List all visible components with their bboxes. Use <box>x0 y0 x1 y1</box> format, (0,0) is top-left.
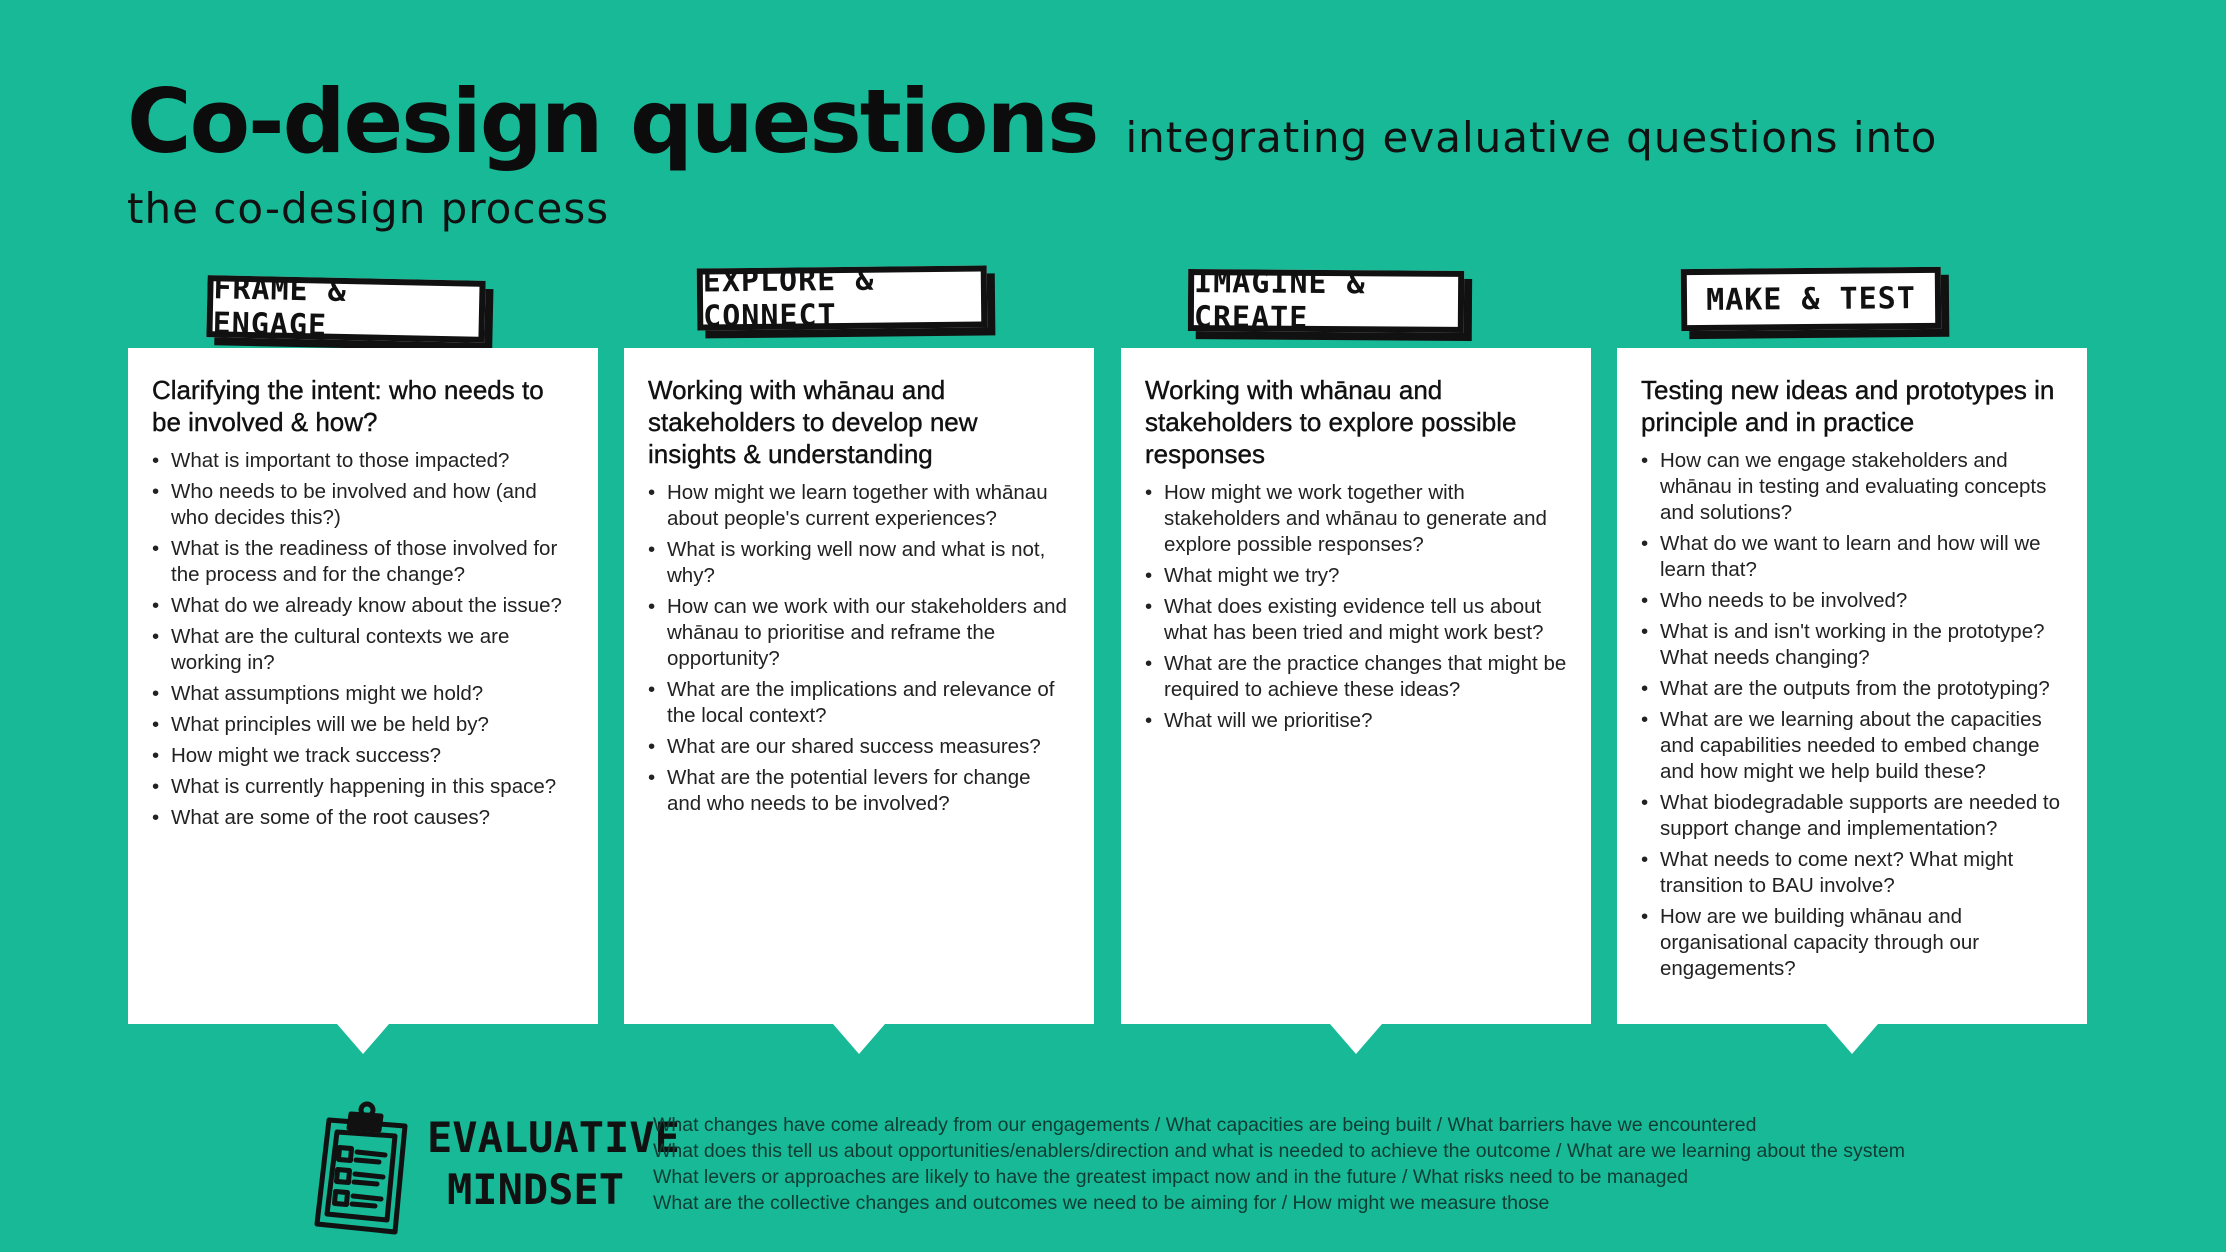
page-subtitle-part2: the co-design process <box>127 184 610 233</box>
question-item: • What assumptions might we hold? <box>152 681 574 707</box>
question-list <box>152 448 574 831</box>
question-item: • What does existing evidence tell us about what has been tried and might work best? <box>1145 594 1567 646</box>
question-item: • How can we engage stakeholders and whānau in testing and evaluating concepts and solutions? <box>1641 448 2063 526</box>
question-item: • How might we track success? <box>152 743 574 769</box>
card-heading: Testing new ideas and prototypes in principle and in practice <box>1641 375 2055 437</box>
question-item: • What will we prioritise? <box>1145 708 1567 734</box>
label-line-1: EVALUATIVE <box>427 1113 680 1162</box>
question-item: • How are we building whānau and organisational capacity through our engagements? <box>1641 904 2063 982</box>
question-item: • Who needs to be involved? <box>1641 588 2063 614</box>
evaluative-question-line: What does this tell us about opportunities/enablers/direction and what is needed to achieve the outcome / What are we learning about the system <box>653 1140 1905 1162</box>
card-heading: Clarifying the intent: who needs to be involved & how? <box>152 375 544 437</box>
question-item: • What do we want to learn and how will we learn that? <box>1641 531 2063 583</box>
question-item: • What are the practice changes that might be required to achieve these ideas? <box>1145 651 1567 703</box>
question-item: • What might we try? <box>1145 563 1567 589</box>
question-item: • What needs to come next? What might transition to BAU involve? <box>1641 847 2063 899</box>
evaluative-question-line: What are the collective changes and outcomes we need to be aiming for / How might we measure those <box>653 1192 1550 1214</box>
evaluative-questions <box>653 1112 2013 1216</box>
evaluative-question-line: What changes have come already from our engagements / What capacities are being built / What barriers have we encountered <box>653 1114 1757 1136</box>
question-item: • What are the cultural contexts we are working in? <box>152 624 574 676</box>
question-item: • What is the readiness of those involved for the process and for the change? <box>152 536 574 588</box>
title-block <box>127 70 2077 233</box>
question-item: • What biodegradable supports are needed to support change and implementation? <box>1641 790 2063 842</box>
phase-card-frame-engage <box>128 348 598 1024</box>
question-item: • What are the implications and relevance of the local context? <box>648 677 1070 729</box>
question-item: • What are the outputs from the prototyping? <box>1641 676 2063 702</box>
evaluative-mindset-label <box>427 1112 680 1216</box>
question-list <box>648 480 1070 817</box>
question-item: • What principles will we be held by? <box>152 712 574 738</box>
card-heading: Working with whānau and stakeholders to explore possible responses <box>1145 375 1517 469</box>
phase-tag-imagine-create: IMAGINE & CREATE <box>1188 269 1464 333</box>
question-item: • What are our shared success measures? <box>648 734 1070 760</box>
question-item: • What is working well now and what is not, why? <box>648 537 1070 589</box>
phase-card-make-test <box>1617 348 2087 1024</box>
question-item: • Who needs to be involved and how (and who decides this?) <box>152 479 574 531</box>
question-item: • What are the potential levers for change and who needs to be involved? <box>648 765 1070 817</box>
question-list <box>1641 448 2063 982</box>
evaluative-question-line: What levers or approaches are likely to have the greatest impact now and in the future / What risks need to be managed <box>653 1166 1689 1188</box>
question-item: • What do we already know about the issue? <box>152 593 574 619</box>
title-line <box>127 70 2077 173</box>
phase-card-explore-connect <box>624 348 1094 1024</box>
evaluative-mindset-section <box>305 1098 2005 1238</box>
question-item: • How might we work together with stakeholders and whānau to generate and explore possible responses? <box>1145 480 1567 558</box>
question-item: • What are we learning about the capacities and capabilities needed to embed change and how might we help build these? <box>1641 707 2063 785</box>
page-title: Co-design questions <box>127 70 1098 173</box>
phase-tag-frame-engage: FRAME & ENGAGE <box>206 275 485 343</box>
question-item: • What are some of the root causes? <box>152 805 574 831</box>
phase-tag-make-test: MAKE & TEST <box>1681 267 1942 331</box>
question-item: • How can we work with our stakeholders and whānau to prioritise and reframe the opportunity? <box>648 594 1070 672</box>
question-item: • What is currently happening in this space? <box>152 774 574 800</box>
question-item: • How might we learn together with whānau about people's current experiences? <box>648 480 1070 532</box>
phase-tag-explore-connect: EXPLORE & CONNECT <box>697 265 988 330</box>
label-line-2: MINDSET <box>447 1165 625 1214</box>
question-item: • What is and isn't working in the prototype? What needs changing? <box>1641 619 2063 671</box>
phase-card-imagine-create <box>1121 348 1591 1024</box>
page-subtitle-part1: integrating evaluative questions into <box>1125 113 1938 162</box>
question-list <box>1145 480 1567 734</box>
question-item: • What is important to those impacted? <box>152 448 574 474</box>
clipboard-icon <box>309 1100 417 1236</box>
card-heading: Working with whānau and stakeholders to develop new insights & understanding <box>648 375 978 469</box>
